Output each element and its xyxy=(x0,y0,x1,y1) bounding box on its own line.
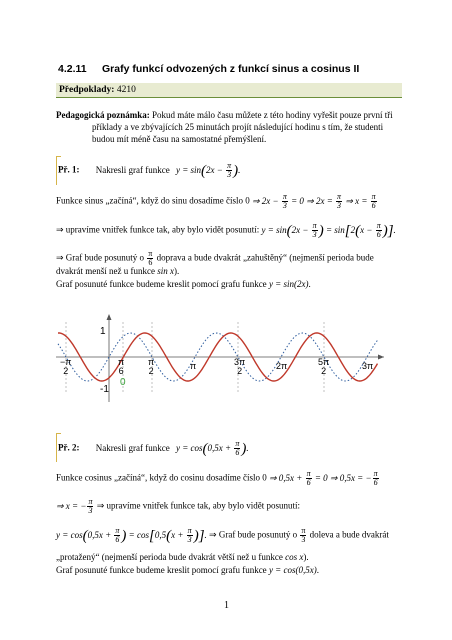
x-tick-pi-half: π 2 xyxy=(148,357,155,376)
example-2-line-2-text: upravíme vnitřek funkce tak, aby bylo vidět posunutí: xyxy=(106,500,300,511)
note-text-2: příklady a ve zbývajících 25 minutách projít následující hodinu s tím, že studenti xyxy=(92,122,384,132)
example-1-line-5: Graf posunuté funkce budeme kreslit pomocí grafu funkce y = sin(2x). xyxy=(56,279,311,289)
example-2-line-1-text: Funkce cosinus „začíná“, když do cosinu dosadíme číslo 0 xyxy=(56,472,267,483)
example-1-line-4-math: sin x xyxy=(157,266,174,276)
example-2-line-3: y = cos(0,5x + $\frac{\pi}{6}$ ) = cos[0,5(x + $\frac{\pi}{3}$ )]. ⇒ Graf bude posunutý o $\frac{\pi}{3}$ doleva a bude dvakrát xyxy=(56,526,389,544)
example-1-label: Př. 1: xyxy=(58,164,80,175)
example-2-line-3b: doleva a bude dvakrát xyxy=(309,529,389,540)
section-number: 4.2.11 xyxy=(58,63,87,75)
prerequisites-label: Předpoklady: xyxy=(59,85,115,95)
example-1-line-2: ⇒ upravíme vnitřek funkce tak, aby bylo vidět posunutí: y = sin(2x − $\frac{\pi}{3}$ ) = sin[2(x − $\frac{\pi}{6}$ )]. xyxy=(56,221,396,239)
example-1-line-4-text: dvakrát menší než u funkce xyxy=(56,266,155,276)
example-2-line-5-text: Graf posunuté funkce budeme kreslit pomocí grafu funkce xyxy=(56,565,267,575)
x-tick-neg-pi-half: −π 2 xyxy=(60,357,72,376)
example-1-line-3a: Graf bude posunutý o xyxy=(65,252,145,263)
example-1-formula: y = sin(2x − $\frac{\pi}{3}$ ). xyxy=(175,161,241,179)
x-axis-arrow xyxy=(378,355,384,360)
example-2-line-5: Graf posunuté funkce budeme kreslit pomocí grafu funkce y = cos(0,5x). xyxy=(56,565,319,575)
example-1-line-1-text: Funkce sinus „začíná“, když do sinu dosadíme číslo 0 xyxy=(56,195,250,206)
x-tick-pi: π xyxy=(190,361,197,371)
example-2-heading xyxy=(58,440,249,457)
example-1-line-2-math: y = sin(2x − $\frac{\pi}{3}$ ) = sin[2(x − $\frac{\pi}{6}$ )]. xyxy=(261,221,396,239)
section-title: Grafy funkcí odvozených z funkcí sinus a cosinus II xyxy=(102,63,360,75)
example-2-line-1-math: ⇒ 0,5x + $\frac{\pi}{6}$ = 0 ⇒ 0,5x = − $\frac{\pi}{6}$ xyxy=(268,469,378,487)
x-tick-pi-sixth: π 6 xyxy=(118,357,125,376)
example-2-line-5-math: y = cos(0,5x) xyxy=(268,565,317,575)
y-axis-arrow xyxy=(107,314,112,320)
page-title xyxy=(58,63,359,75)
x-tick-2pi: 2π xyxy=(276,361,288,371)
page-number: 1 xyxy=(224,600,229,611)
example-2-line-1 xyxy=(56,470,380,487)
example-2-line-4-math: cos x xyxy=(285,552,304,562)
x-tick-5pi-half: 5π 2 xyxy=(318,357,330,376)
example-1-line-4: dvakrát menší než u funkce sin x). xyxy=(56,266,180,276)
example-1-line-1-math: ⇒ 2x − $\frac{\pi}{3}$ = 0 ⇒ 2x = $\frac{\pi}{3}$ ⇒ x = $\frac{\pi}{6}$ xyxy=(251,192,376,210)
x-tick-3pi: 3π xyxy=(362,361,374,371)
example-1-line-3: ⇒ Graf bude posunutý o $\frac{\pi}{6}$ doprava a bude dvakrát „zahuštěný“ (nejmenší perioda bude xyxy=(56,249,374,267)
example-2-task: Nakresli graf funkce xyxy=(95,442,170,453)
y-tick-neg-1: -1 xyxy=(100,384,109,395)
example-2-line-3a: Graf bude posunutý o xyxy=(218,529,298,540)
note-text-1: Pokud máte málo času můžete z této hodiny vyřešit pouze první tři xyxy=(152,110,393,120)
example-1-line-5-math: y = sin(2x) xyxy=(268,279,309,289)
example-2-line-2: ⇒ x = − $\frac{\pi}{3}$ ⇒ upravíme vnitřek funkce tak, aby bylo vidět posunutí: xyxy=(56,497,300,515)
example-2-formula: y = cos(0,5x + $\frac{\pi}{6}$ ). xyxy=(175,439,249,457)
example-1-line-3b: doprava a bude dvakrát „zahuštěný“ (nejmenší perioda bude xyxy=(156,252,374,263)
note-label: Pedagogická poznámka: xyxy=(56,110,150,120)
example-1-task: Nakresli graf funkce xyxy=(95,164,170,175)
prerequisites-value: 4210 xyxy=(116,85,136,95)
example-2-line-4-text: „protažený“ (nejmenší perioda bude dvakrát větší než u funkce xyxy=(56,552,283,562)
example-1-heading xyxy=(58,162,240,179)
note-text-3: budou mít méně času na samostatné přemýšlení. xyxy=(92,134,267,144)
sine-graph xyxy=(56,312,386,407)
y-tick-1: 1 xyxy=(100,326,106,337)
zero-label: 0 xyxy=(120,377,126,388)
example-1-line-1 xyxy=(56,193,378,210)
example-2-label: Př. 2: xyxy=(58,442,80,453)
prerequisites-bar xyxy=(56,83,402,98)
x-tick-3pi-half: 3π 2 xyxy=(234,357,246,376)
example-1-line-5-text: Graf posunuté funkce budeme kreslit pomocí grafu funkce xyxy=(56,279,267,289)
pedagogical-note xyxy=(56,109,402,145)
example-1-line-2-text: upravíme vnitřek funkce tak, aby bylo vidět posunutí: xyxy=(65,224,260,235)
example-2-line-4: „protažený“ (nejmenší perioda bude dvakrát větší než u funkce cos x). xyxy=(56,552,309,562)
